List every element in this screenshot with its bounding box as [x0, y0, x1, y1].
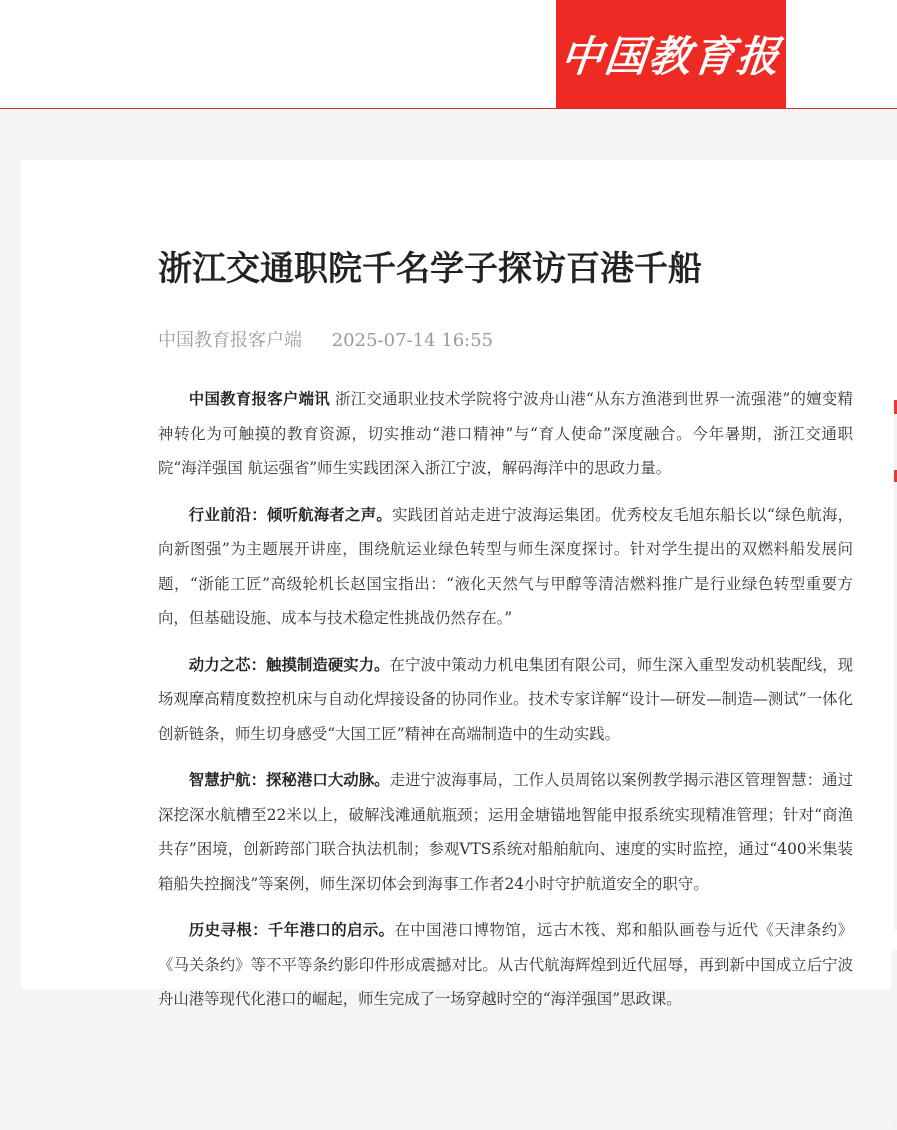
paragraph-lead: 中国教育报客户端讯: [188, 390, 330, 408]
article-paragraph: [158, 382, 853, 486]
logo-text: 中国教育报: [558, 32, 784, 81]
side-panel-edge[interactable]: [891, 950, 897, 1130]
paragraph-lead: 动力之芯：触摸制造硬实力。: [188, 655, 390, 674]
paragraph-lead: 历史寻根：千年港口的启示。: [188, 921, 395, 939]
article-paragraph: [158, 648, 853, 752]
paragraph-lead: 智慧护航：探秘港口大动脉。: [188, 771, 390, 789]
article-meta: [158, 326, 493, 352]
article-paragraph: [158, 498, 853, 636]
paragraph-lead: 行业前沿：倾听航海者之声。: [188, 505, 392, 524]
article-source: 中国教育报客户端: [158, 330, 302, 351]
paragraph-text: 在中国港口博物馆，远古木筏、郑和船队画卷与近代《天津条约》《马关条约》等不平等条约影印件形成震撼对比。从古代航海辉煌到近代屈辱，再到新中国成立后宁波舟山港等现代化港口的崛起，师生完成了一场穿越时空的“海洋强国”思政课。: [158, 921, 853, 1008]
paragraph-text: 实践团首站走进宁波海运集团。优秀校友毛旭东船长以“绿色航海，向新图强”为主题展开讲座，围绕航运业绿色转型与师生深度探讨。针对学生提出的双燃料船发展问题，“浙能工匠”高级轮机长赵国宝指出：“液化天然气与甲醇等清洁燃料推广是行业绿色转型重要方向，但基础设施、成本与技术稳定性挑战仍然存在。”: [158, 505, 853, 627]
site-header: [0, 0, 897, 109]
article-card: [21, 160, 897, 1008]
article-paragraph: [158, 763, 853, 901]
article-title: 浙江交通职院千名学子探访百港千船: [158, 249, 702, 289]
article-paragraph: [158, 913, 853, 1017]
paragraph-text: 走进宁波海事局，工作人员周铭以案例教学揭示港区管理智慧：通过深挖深水航槽至22米以上，破解浅滩通航瓶颈；运用金塘锚地智能申报系统实现精准管理；针对“商渔共存”困境，创新跨部门联合执法机制；参观VTS系统对船舶航向、速度的实时监控，通过“400米集装箱船失控搁浅”等案例，师生深切体会到海事工作者24小时守护航道安全的职守。: [158, 771, 853, 893]
article-datetime: 2025-07-14 16:55: [331, 330, 494, 351]
paragraph-text: 在宁波中策动力机电集团有限公司，师生深入重型发动机装配线，现场观摩高精度数控机床与自动化焊接设备的协同作业。技术专家详解“设计—研发—制造—测试”一体化创新链条，师生切身感受“大国工匠”精神在高端制造中的生动实践。: [158, 655, 853, 743]
article-body: [158, 382, 853, 1029]
paragraph-text: 浙江交通职业技术学院将宁波舟山港“从东方渔港到世界一流强港”的嬗变精神转化为可触摸的教育资源，切实推动“港口精神”与“育人使命”深度融合。今年暑期，浙江交通职院“海洋强国 航运强省”师生实践团深入浙江宁波，解码海洋中的思政力量。: [158, 390, 853, 477]
site-logo[interactable]: [556, 0, 786, 108]
